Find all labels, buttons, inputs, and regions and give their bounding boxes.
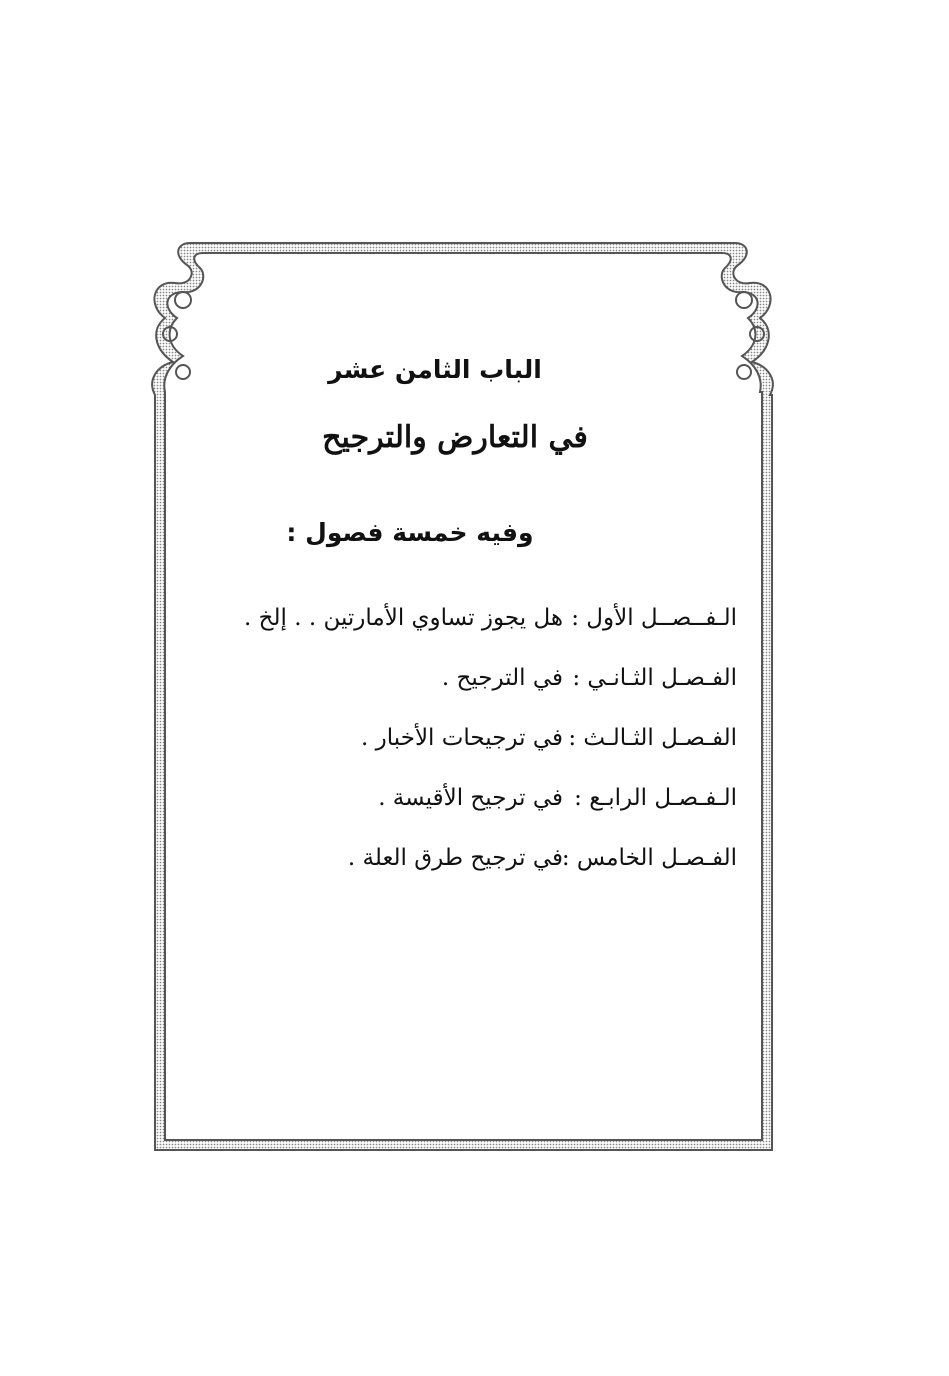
- section-item: [217, 598, 737, 658]
- section-item: [217, 658, 737, 718]
- section-description: هل يجوز تساوي الأمارتين . . إلخ .: [244, 605, 563, 631]
- section-description: في ترجيح الأقيسة .: [378, 785, 563, 811]
- sections-intro: وفيه خمسة فصول :: [286, 518, 534, 547]
- section-item: [217, 778, 737, 838]
- section-label: الفـصـل الخامس :: [561, 845, 737, 871]
- sections-list: [217, 598, 737, 898]
- section-item: [217, 838, 737, 898]
- section-label: الفـصـل الثـالـث :: [568, 725, 737, 751]
- section-label: الـفـصـل الرابـع :: [574, 785, 737, 811]
- section-description: في ترجيح طرق العلة .: [347, 845, 563, 871]
- section-description: في الترجيح .: [441, 665, 563, 691]
- section-description: في ترجيحات الأخبار .: [361, 725, 563, 751]
- section-label: الفـصـل الثـانـي :: [572, 665, 737, 691]
- section-label: الـفــصــل الأول :: [571, 605, 737, 631]
- section-item: [217, 718, 737, 778]
- chapter-subtitle: في التعارض والترجيح: [322, 420, 588, 455]
- chapter-heading: الباب الثامن عشر: [328, 355, 542, 384]
